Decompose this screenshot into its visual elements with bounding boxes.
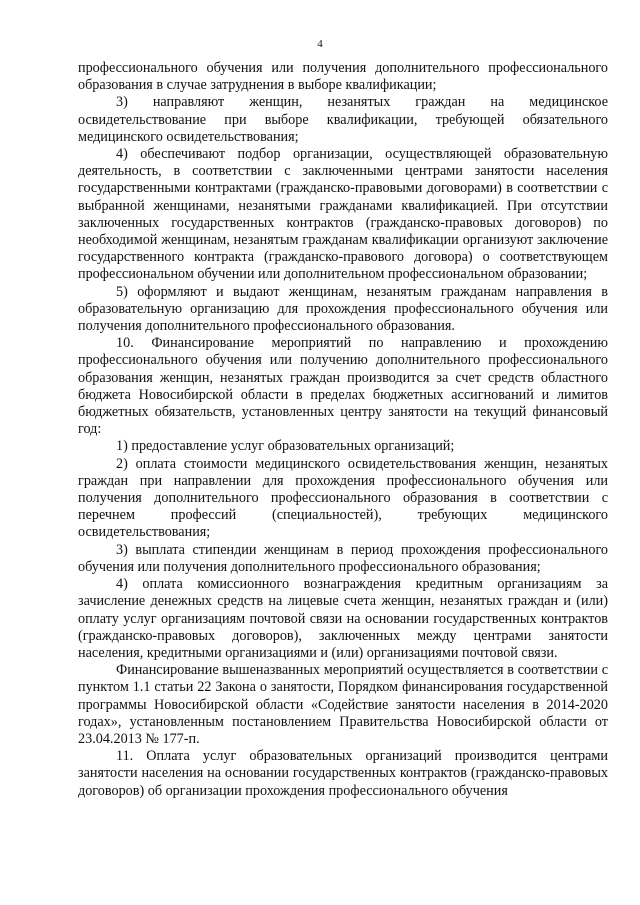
paragraph-subitem-2: 2) оплата стоимости медицинского освидетельствования женщин, незанятых граждан при направлении для прохождения профессионального обучения или получения дополнительного профессионального образования в соответствии с перечнем профессий (специальностей), требующих медицинского освидетельствования; [78, 455, 608, 541]
paragraph-clause-10: 10. Финансирование мероприятий по направлению и прохождению профессионального обучения или получению дополнительного профессионального образования женщин, незанятых граждан производится за счет средств областного бюджета Новосибирской области в пределах бюджетных ассигнований и лимитов бюджетных обязательств, установленных центру занятости на текущий финансовый год: [78, 335, 608, 438]
paragraph-subitem-1: 1) предоставление услуг образовательных организаций; [116, 438, 455, 455]
paragraph-item-4: 4) обеспечивают подбор организации, осуществляющей образовательную деятельность, в соответствии с заключенными центрами занятости населения государственными контрактами (гражданско-правовыми договорами) в соответствии с выбранной женщинами, незанятыми гражданами квалификацией. При отсутствии заключенных государственных контрактов (гражданско-правовых договоров) по необходимой женщинам, незанятым гражданам квалификации организуют заключение государственного контракта (гражданско-правового договора) о соответствующем профессиональном обучении или дополнительном профессиональном образовании; [78, 146, 608, 283]
paragraph-item-3: 3) направляют женщин, незанятых граждан на медицинское освидетельствование при выборе квалификации, требующей обязательного медицинского освидетельствования; [78, 94, 608, 145]
paragraph-subitem-4: 4) оплата комиссионного вознаграждения кредитным организациям за зачисление денежных средств на лицевые счета женщин, незанятых граждан и (или) оплату услуг организациям почтовой связи на основании государственных контрактов (гражданско-правовых договоров), заключенных между центрами занятости населения, кредитными организациями и (или) организациями почтовой связи. [78, 576, 608, 661]
document-body [78, 60, 608, 800]
paragraph-continuation: профессионального обучения или получения дополнительного профессионального образования в случае затруднения в выборе квалификации; [78, 60, 608, 94]
paragraph-clause-11: 11. Оплата услуг образовательных организаций производится центрами занятости населения на основании государственных контрактов (гражданско-правовых договоров) об организации прохождения профессионального обучения [78, 748, 608, 799]
paragraph-financing: Финансирование вышеназванных мероприятий осуществляется в соответствии с пунктом 1.1 статьи 22 Закона о занятости, Порядком финансирования государственной программы Новосибирской области «Содействие занятости населения в 2014-2020 годах», установленным постановлением Правительства Новосибирской области от 23.04.2013 № 177-п. [78, 662, 608, 747]
page-number: 4 [317, 38, 323, 50]
paragraph-item-5: 5) оформляют и выдают женщинам, незанятым гражданам направления в образовательную организацию для прохождения профессионального обучения или получения дополнительного профессионального образования. [78, 283, 608, 335]
paragraph-subitem-3: 3) выплата стипендии женщинам в период прохождения профессионального обучения или получения дополнительного профессионального образования; [78, 541, 608, 575]
